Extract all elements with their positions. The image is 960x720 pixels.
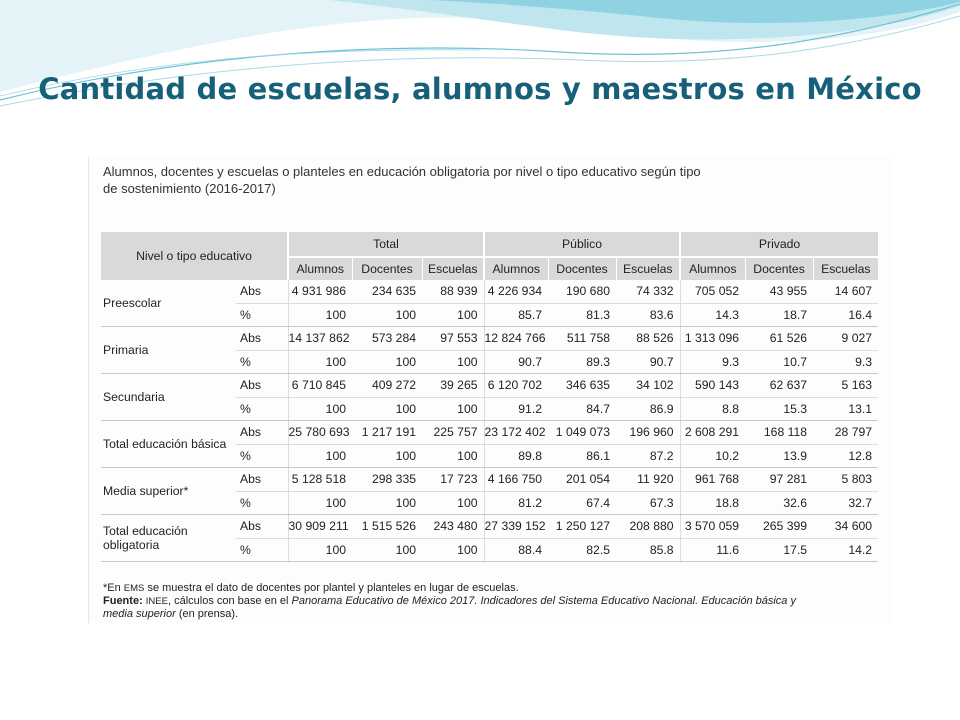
table-cell: 86.9 [616,397,680,421]
table-cell: 14.2 [813,538,878,562]
table-cell: 89.3 [548,350,616,374]
table-row [101,280,878,303]
table-cell: 6 120 702 [484,374,548,398]
table-cell: 17.5 [745,538,813,562]
table-cell: 1 217 191 [352,421,422,445]
table-cell: 5 163 [813,374,878,398]
metric-label-abs: Abs [236,280,288,303]
table-cell: 87.2 [616,444,680,468]
table-cell: 14 137 862 [288,327,352,351]
table-cell: 88 939 [422,280,484,303]
table-cell: 4 226 934 [484,280,548,303]
table-cell: 27 339 152 [484,515,548,539]
table-cell: 14.3 [680,303,745,327]
table-cell: 74 332 [616,280,680,303]
metric-label-percent: % [236,491,288,515]
metric-label-percent: % [236,350,288,374]
table-cell: 88.4 [484,538,548,562]
education-level-label: Secundaria [101,374,236,421]
table-cell: 243 480 [422,515,484,539]
metric-label-percent: % [236,397,288,421]
table-cell: 100 [288,303,352,327]
metric-label-abs: Abs [236,468,288,492]
slide-title: Cantidad de escuelas, alumnos y maestros en México [38,72,922,106]
table-row [101,421,878,445]
table-cell: 23 172 402 [484,421,548,445]
table-cell: 91.2 [484,397,548,421]
row-header-cell: Nivel o tipo educativo [101,232,288,280]
table-cell: 13.1 [813,397,878,421]
footnote-source: Fuente: INEE, cálculos con base en el Panorama Educativo de México 2017. Indicadores del Sistema Educativo Nacional. Educación básica y media superior (en prensa). [103,595,796,620]
table-cell: 196 960 [616,421,680,445]
table-cell: 28 797 [813,421,878,445]
table-cell: 13.9 [745,444,813,468]
education-level-label: Primaria [101,327,236,374]
table-cell: 190 680 [548,280,616,303]
table-cell: 4 931 986 [288,280,352,303]
table-row [101,515,878,539]
table-cell: 17 723 [422,468,484,492]
column-header: Escuelas [616,257,680,280]
table-cell: 88 526 [616,327,680,351]
table-cell: 100 [422,538,484,562]
group-header-publico: Público [484,232,680,257]
table-cell: 34 102 [616,374,680,398]
table-cell: 32.7 [813,491,878,515]
metric-label-abs: Abs [236,327,288,351]
table-cell: 90.7 [616,350,680,374]
table-cell: 1 250 127 [548,515,616,539]
table-cell: 85.8 [616,538,680,562]
table-cell: 100 [288,491,352,515]
column-header: Escuelas [813,257,878,280]
table-cell: 10.7 [745,350,813,374]
table-cell: 100 [352,350,422,374]
education-level-label: Total educación obligatoria [101,515,236,562]
metric-label-percent: % [236,538,288,562]
table-caption-line2: de sostenimiento (2016-2017) [103,181,276,196]
table-cell: 225 757 [422,421,484,445]
column-header: Alumnos [680,257,745,280]
table-cell: 12.8 [813,444,878,468]
metric-label-percent: % [236,444,288,468]
table-cell: 265 399 [745,515,813,539]
footnotes [103,582,803,621]
table-cell: 14 607 [813,280,878,303]
column-header: Alumnos [288,257,352,280]
metric-label-percent: % [236,303,288,327]
column-header: Docentes [352,257,422,280]
table-cell: 100 [352,444,422,468]
column-header: Alumnos [484,257,548,280]
table-cell: 511 758 [548,327,616,351]
table-cell: 100 [422,444,484,468]
group-header-total: Total [288,232,484,257]
table-cell: 100 [352,538,422,562]
table-cell: 1 515 526 [352,515,422,539]
table-cell: 100 [352,303,422,327]
table-cell: 590 143 [680,374,745,398]
metric-label-abs: Abs [236,374,288,398]
metric-label-abs: Abs [236,515,288,539]
table-cell: 100 [288,397,352,421]
table-cell: 100 [352,491,422,515]
table-cell: 9.3 [813,350,878,374]
table-caption-line1: Alumnos, docentes y escuelas o planteles en educación obligatoria por nivel o tipo educativo según tipo [103,164,701,179]
table-cell: 84.7 [548,397,616,421]
table-cell: 34 600 [813,515,878,539]
table-cell: 1 049 073 [548,421,616,445]
table-cell: 6 710 845 [288,374,352,398]
table-cell: 3 570 059 [680,515,745,539]
column-header: Escuelas [422,257,484,280]
group-header-privado: Privado [680,232,878,257]
table-cell: 12 824 766 [484,327,548,351]
table-cell: 100 [422,491,484,515]
table-cell: 100 [288,444,352,468]
table-cell: 90.7 [484,350,548,374]
table-cell: 409 272 [352,374,422,398]
table-cell: 346 635 [548,374,616,398]
table-cell: 100 [352,397,422,421]
education-level-label: Media superior* [101,468,236,515]
table-cell: 201 054 [548,468,616,492]
document-image [88,157,891,623]
footnote-ems: *En EMS se muestra el dato de docentes por plantel y planteles en lugar de escuelas. [103,582,519,594]
table-cell: 89.8 [484,444,548,468]
metric-label-abs: Abs [236,421,288,445]
table-cell: 1 313 096 [680,327,745,351]
education-level-label: Total educación básica [101,421,236,468]
table-cell: 67.4 [548,491,616,515]
table-cell: 39 265 [422,374,484,398]
table-row [101,327,878,351]
column-header: Docentes [548,257,616,280]
table-cell: 961 768 [680,468,745,492]
table-caption [103,163,783,197]
education-data-table [101,232,878,562]
table-cell: 32.6 [745,491,813,515]
table-cell: 43 955 [745,280,813,303]
table-cell: 83.6 [616,303,680,327]
table-cell: 61 526 [745,327,813,351]
table-row [101,374,878,398]
table-cell: 5 803 [813,468,878,492]
table-cell: 86.1 [548,444,616,468]
table-cell: 15.3 [745,397,813,421]
table-cell: 100 [288,350,352,374]
table-cell: 10.2 [680,444,745,468]
education-level-label: Preescolar [101,280,236,327]
table-cell: 9.3 [680,350,745,374]
table-cell: 85.7 [484,303,548,327]
table-row [101,468,878,492]
table-cell: 4 166 750 [484,468,548,492]
table-cell: 30 909 211 [288,515,352,539]
table-cell: 25 780 693 [288,421,352,445]
table-cell: 705 052 [680,280,745,303]
table-cell: 18.8 [680,491,745,515]
table-body [101,280,878,562]
table-cell: 82.5 [548,538,616,562]
table-cell: 100 [422,303,484,327]
table-cell: 573 284 [352,327,422,351]
table-cell: 67.3 [616,491,680,515]
table-cell: 16.4 [813,303,878,327]
table-cell: 168 118 [745,421,813,445]
table-cell: 9 027 [813,327,878,351]
table-cell: 8.8 [680,397,745,421]
table-cell: 11.6 [680,538,745,562]
table-cell: 97 281 [745,468,813,492]
table-cell: 18.7 [745,303,813,327]
table-cell: 97 553 [422,327,484,351]
table-cell: 5 128 518 [288,468,352,492]
table-cell: 81.3 [548,303,616,327]
table-cell: 2 608 291 [680,421,745,445]
table-cell: 62 637 [745,374,813,398]
table-cell: 11 920 [616,468,680,492]
column-header: Docentes [745,257,813,280]
table-cell: 100 [422,397,484,421]
table-cell: 100 [422,350,484,374]
table-cell: 208 880 [616,515,680,539]
table-cell: 234 635 [352,280,422,303]
table-cell: 81.2 [484,491,548,515]
table-cell: 100 [288,538,352,562]
table-header-row-groups [101,232,878,257]
table-cell: 298 335 [352,468,422,492]
